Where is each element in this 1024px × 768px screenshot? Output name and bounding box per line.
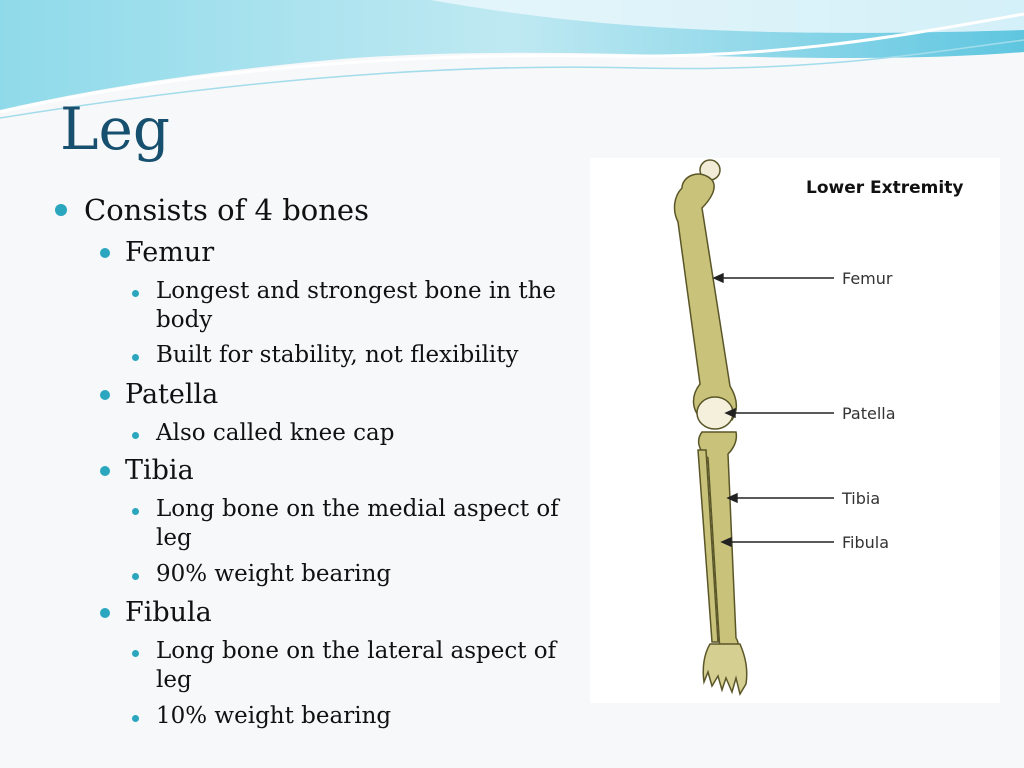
bullet-patella-note-1: Also called knee cap xyxy=(156,420,395,446)
femur-shape xyxy=(675,174,737,420)
bullet-femur-note-1: Longest and strongest bone in the body xyxy=(156,278,557,333)
label-patella: Patella xyxy=(842,404,896,423)
bullet-marker xyxy=(132,715,139,722)
bullet-fibula: Fibula xyxy=(125,597,212,628)
bullet-marker xyxy=(132,354,139,361)
bullet-femur-note-2: Built for stability, not flexibility xyxy=(156,342,519,368)
bullet-marker xyxy=(132,573,139,580)
bullet-main: Consists of 4 bones xyxy=(84,193,369,227)
bullet-tibia-note-1: Long bone on the medial aspect of leg xyxy=(156,496,559,551)
label-femur: Femur xyxy=(842,269,893,288)
bullet-marker xyxy=(132,650,139,657)
bullet-marker xyxy=(132,290,139,297)
bullet-marker xyxy=(132,508,139,515)
bullet-femur: Femur xyxy=(125,237,215,268)
bullet-patella: Patella xyxy=(125,379,219,410)
bullet-marker xyxy=(132,432,139,439)
label-tibia: Tibia xyxy=(842,489,881,508)
leg-bone-illustration xyxy=(590,158,1000,703)
bullet-marker xyxy=(100,608,110,618)
leg-bone-diagram xyxy=(590,158,1000,703)
slide-title: Leg xyxy=(60,95,170,163)
label-fibula: Fibula xyxy=(842,533,890,552)
bullet-marker xyxy=(100,248,110,258)
bullet-fibula-note-2: 10% weight bearing xyxy=(156,703,392,729)
bullet-marker xyxy=(100,466,110,476)
diagram-title: Lower Extremity xyxy=(806,178,964,198)
bullet-tibia-note-2: 90% weight bearing xyxy=(156,561,392,587)
bullet-marker xyxy=(55,204,67,216)
bullet-tibia: Tibia xyxy=(125,455,194,486)
bullet-fibula-note-1: Long bone on the lateral aspect of leg xyxy=(156,638,557,693)
foot-shape xyxy=(703,644,747,694)
bullet-marker xyxy=(100,390,110,400)
